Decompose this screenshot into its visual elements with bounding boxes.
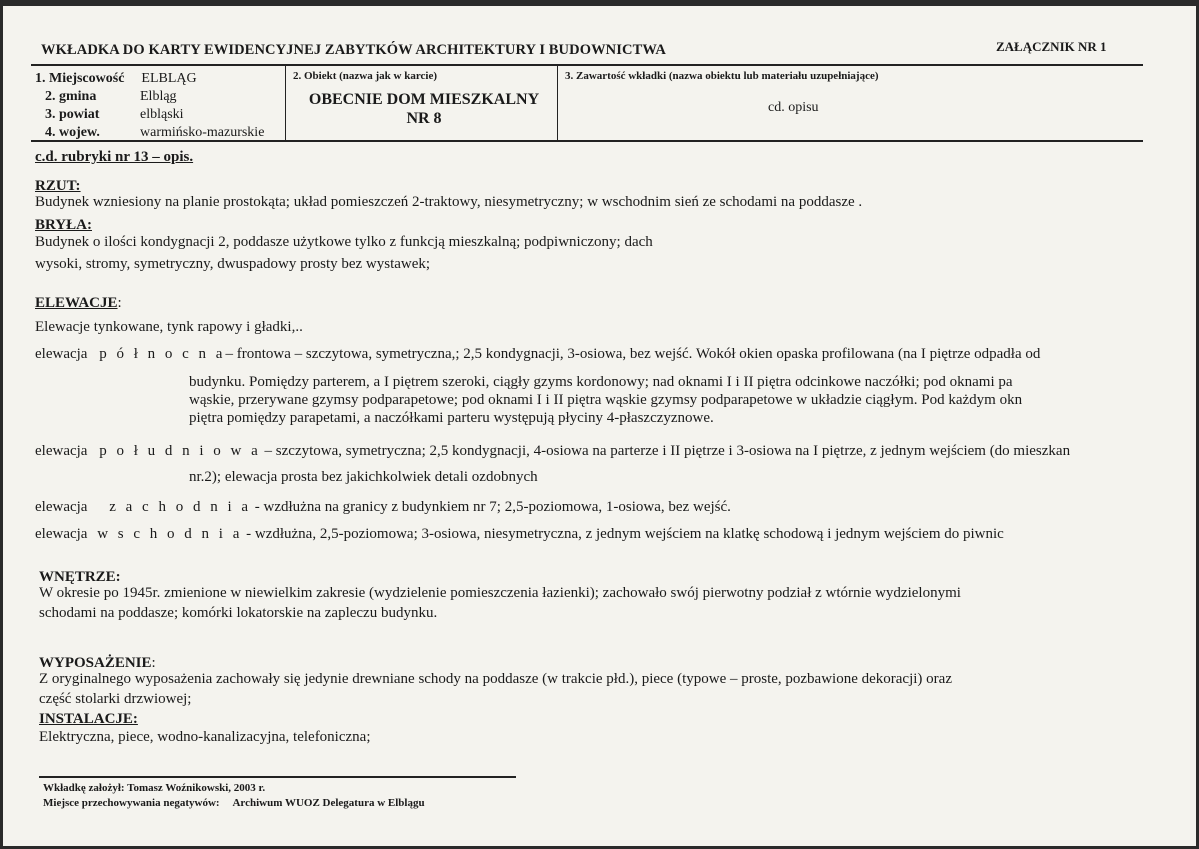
miejscowosc-value: ELBLĄG — [141, 71, 197, 86]
elewacja-poludniowa-text-1: – szczytowa, symetryczna; 2,5 kondygnacji, 4-osiowa na parterze i II piętrze i 3-osiowa na I piętrze, z jednym wejściem (do mieszkan — [260, 443, 1071, 459]
obiekt-name-line1: OBECNIE DOM MIESZKALNY — [308, 91, 540, 108]
table-divider-2 — [557, 65, 558, 141]
wojew-value: warmińsko-mazurskie — [140, 125, 265, 140]
powiat-label: 3. powiat — [45, 107, 100, 122]
elewacje-heading: ELEWACJE — [35, 295, 118, 311]
instalacje-text: Elektryczna, piece, wodno-kanalizacyjna, telefoniczna; — [39, 729, 371, 745]
elewacja-polnocna-label: p ó ł n o c n a — [99, 346, 226, 362]
elewacje-heading-row — [35, 294, 122, 312]
rzut-text: Budynek wzniesiony na planie prostokąta; układ pomieszczeń 2-traktowy, niesymetryczny; w wschodnim sień ze schodami na poddasze . — [35, 194, 863, 210]
wnetrze-heading: WNĘTRZE: — [39, 569, 121, 585]
footer-author: Wkładkę założył: Tomasz Woźnikowski, 2003 r. — [43, 782, 266, 794]
elewacja-zachodnia-line — [35, 499, 731, 516]
wyposazenie-heading-row — [39, 654, 156, 672]
elewacja-polnocna-text-1: – frontowa – szczytowa, symetryczna,; 2,5 kondygnacji, 3-osiowa, bez wejść. Wokół okien opaska profilowana (na I piętrze odpadła od — [225, 346, 1041, 362]
elewacja-poludniowa-label: p o ł u d n i o w a — [99, 443, 261, 459]
elewacja-wschodnia-text: - wzdłużna, 2,5-poziomowa; 3-osiowa, niesymetryczna, z jednym wejściem na klatkę schodową i jednym wejściem do piwnic — [242, 526, 1004, 542]
wnetrze-text-1: W okresie po 1945r. zmienione w niewielkim zakresie (wydzielenie pomieszczenia łazienki); zachowało swój pierwotny podział z wtórnie wydzielonymi — [39, 585, 961, 601]
elewacja-poludniowa-line-1 — [35, 443, 1070, 460]
elewacje-heading-colon: : — [117, 295, 122, 311]
bryla-text-2: wysoki, stromy, symetryczny, dwuspadowy prosty bez wystawek; — [35, 256, 431, 272]
obiekt-label: 2. Obiekt (nazwa jak w karcie) — [293, 70, 438, 82]
instalacje-heading: INSTALACJE: — [39, 711, 138, 727]
footer-rule — [39, 776, 516, 778]
elewacja-polnocna-line-2: budynku. Pomiędzy parterem, a I piętrem szeroki, ciągły gzyms kordonowy; nad oknami I i II piętra odcinkowe naczółki; pod oknami pa — [189, 374, 1013, 390]
elewacja-word: elewacja — [35, 443, 88, 459]
table-divider-1 — [285, 65, 286, 141]
annex-label: ZAŁĄCZNIK NR 1 — [996, 39, 1107, 54]
elewacja-polnocna-line-1 — [35, 346, 1040, 363]
elewacja-word: elewacja — [35, 526, 88, 542]
gmina-value: Elbląg — [140, 89, 177, 104]
document-page — [3, 6, 1196, 846]
elewacja-word: elewacja — [35, 499, 88, 515]
elewacja-poludniowa-line-2: nr.2); elewacja prosta bez jakichkolwiek detali ozdobnych — [189, 469, 538, 485]
wojew-label: 4. wojew. — [45, 125, 100, 140]
elewacja-zachodnia-text: - wzdłużna na granicy z budynkiem nr 7; 2,5-poziomowa, 1-osiowa, bez wejść. — [251, 499, 731, 515]
document-title: WKŁADKA DO KARTY EWIDENCYJNEJ ZABYTKÓW ARCHITEKTURY I BUDOWNICTWA — [41, 42, 666, 58]
wyposazenie-heading-colon: : — [151, 655, 156, 671]
miejscowosc-row — [35, 71, 197, 87]
rzut-heading: RZUT: — [35, 178, 81, 194]
obiekt-name-line2: NR 8 — [406, 110, 442, 127]
elewacja-word: elewacja — [35, 346, 88, 362]
elewacja-zachodnia-label: z a c h o d n i a — [109, 499, 252, 515]
bryla-heading: BRYŁA: — [35, 217, 92, 233]
zawartosc-value: cd. opisu — [768, 100, 819, 115]
footer-negatives-label: Miejsce przechowywania negatywów: — [43, 797, 220, 809]
table-top-rule — [31, 64, 1143, 66]
continuation-heading: c.d. rubryki nr 13 – opis. — [35, 149, 194, 165]
elewacja-wschodnia-label: w s c h o d n i a — [97, 526, 243, 542]
wyposazenie-text-2: część stolarki drzwiowej; — [39, 691, 192, 707]
zawartosc-label: 3. Zawartość wkładki (nazwa obiektu lub materiału uzupełniające) — [565, 70, 879, 82]
bryla-text-1: Budynek o ilości kondygnacji 2, poddasze użytkowe tylko z funkcją mieszkalną; podpiwniczony; dach — [35, 234, 653, 250]
powiat-value: elbląski — [140, 107, 184, 122]
obiekt-name — [293, 90, 555, 128]
footer-negatives-value: Archiwum WUOZ Delegatura w Elblągu — [232, 797, 425, 809]
elewacja-polnocna-line-4: piętra pomiędzy parapetami, a naczółkami parteru występują płyciny 4-płaszczyznowe. — [189, 410, 714, 426]
gmina-label: 2. gmina — [45, 89, 97, 104]
footer-negatives-row — [43, 797, 425, 809]
elewacja-polnocna-line-3: wąskie, przerywane gzymsy podparapetowe; pod oknami I i II piętra wąskie gzymsy podparapetowe w układzie ciągłym. Pod każdym okn — [189, 392, 1023, 408]
wnetrze-text-2: schodami na poddasze; komórki lokatorskie na zapleczu budynku. — [39, 605, 438, 621]
miejscowosc-label: 1. Miejscowość — [35, 71, 125, 86]
elewacje-intro: Elewacje tynkowane, tynk rapowy i gładki,.. — [35, 319, 303, 335]
elewacja-wschodnia-line — [35, 526, 1004, 543]
wyposazenie-text-1: Z oryginalnego wyposażenia zachowały się jedynie drewniane schody na poddasze (w trakcie płd.), piece (typowe – proste, pozbawione dekoracji) oraz — [39, 671, 952, 687]
wyposazenie-heading: WYPOSAŻENIE — [39, 655, 152, 671]
